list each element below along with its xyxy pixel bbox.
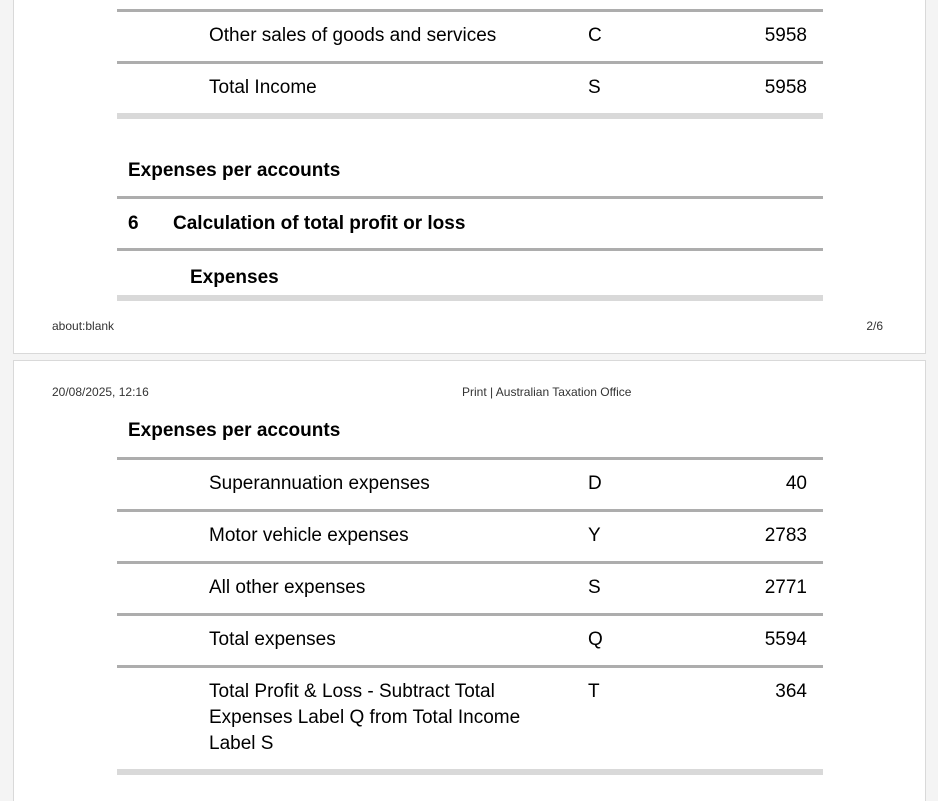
heading-text: Expenses per accounts	[128, 420, 341, 441]
row-amount: 364	[775, 681, 807, 702]
table-row	[117, 61, 823, 119]
row-amount: 5958	[764, 25, 807, 46]
table-row	[117, 665, 823, 775]
section-heading-expenses-per-accounts	[117, 148, 823, 199]
heading-text: Expenses	[190, 267, 279, 288]
section-headings	[117, 148, 823, 301]
heading-text: Expenses per accounts	[128, 160, 341, 181]
row-description: All other expenses	[209, 577, 366, 598]
expenses-section	[117, 412, 823, 775]
section-heading-expenses-per-accounts	[117, 412, 823, 457]
print-page-footer	[14, 319, 925, 333]
row-description: Superannuation expenses	[209, 473, 430, 494]
table-row	[117, 509, 823, 561]
row-label-code: S	[588, 77, 601, 98]
footer-page-indicator: 2/6	[866, 319, 883, 333]
footer-url: about:blank	[52, 319, 115, 333]
header-datetime: 20/08/2025, 12:16	[52, 385, 149, 399]
section-heading-expenses	[117, 251, 823, 301]
printed-page-3	[13, 360, 926, 801]
printed-page-2	[13, 0, 926, 354]
item-number: 6	[128, 213, 139, 234]
income-table	[117, 9, 823, 119]
print-page-header	[14, 385, 925, 401]
row-description: Total Profit & Loss - Subtract Total Expenses Label Q from Total Income Label S	[209, 681, 521, 754]
row-amount: 5958	[764, 77, 807, 98]
row-label-code: D	[588, 473, 602, 494]
item-title: Calculation of total profit or loss	[173, 213, 466, 234]
row-description: Other sales of goods and services	[209, 25, 497, 46]
row-amount: 40	[785, 473, 807, 494]
row-description: Total expenses	[209, 629, 336, 650]
row-label-code: T	[588, 681, 600, 702]
table-row	[117, 561, 823, 613]
row-label-code: Y	[588, 525, 601, 546]
row-description: Motor vehicle expenses	[209, 525, 409, 546]
row-amount: 5594	[764, 629, 807, 650]
row-description: Total Income	[209, 77, 317, 98]
row-label-code: C	[588, 25, 602, 46]
section-item-6-calculation	[117, 199, 823, 251]
row-amount: 2783	[764, 525, 807, 546]
header-document-title: Print | Australian Taxation Office	[462, 385, 632, 399]
table-row	[117, 457, 823, 509]
row-amount: 2771	[764, 577, 807, 598]
table-row	[117, 613, 823, 665]
table-row	[117, 9, 823, 61]
row-label-code: Q	[588, 629, 603, 650]
row-label-code: S	[588, 577, 601, 598]
